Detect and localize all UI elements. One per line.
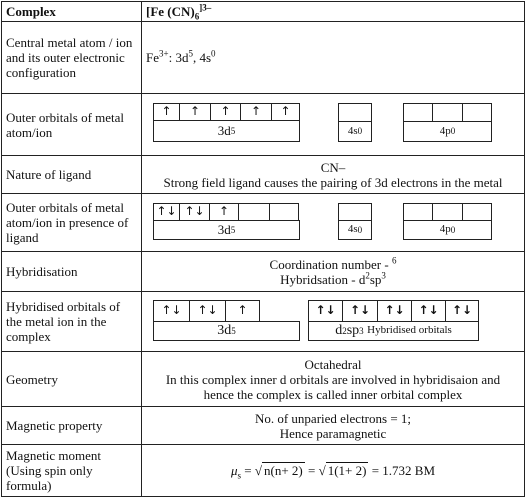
diagram-outer-orbitals — [142, 94, 525, 156]
label-hybridised: d 2 sp 3 Hybridised orbitals — [308, 321, 479, 341]
header-row — [2, 2, 525, 22]
orbital-box — [462, 103, 492, 122]
row-hybridised-orbitals — [2, 292, 525, 352]
label-outer-orbitals: Outer orbitals of metal atom/ion — [2, 94, 142, 156]
label-hybridisation: Hybridisation — [2, 252, 142, 292]
orbital-box: ↑ — [240, 103, 272, 121]
label-4p: 4p 0 — [403, 121, 492, 142]
label-hybridised-orbitals: Hybridised orbitals of the metal ion in the complex — [2, 292, 142, 352]
row-magnetic-moment — [2, 445, 525, 497]
value-geometry: Octahedral In this complex inner d orbitals are involved in hybridisaion and hence the complex is called inner orbital complex — [142, 352, 525, 407]
row-presence-ligand — [2, 194, 525, 252]
orbital-box: ↑↓ — [308, 300, 343, 322]
label-geometry: Geometry — [2, 352, 142, 407]
value-central-metal: $Fe^{3+}$: $3d^5$, $4s^0$ — [142, 22, 525, 94]
diagram-presence-ligand — [142, 194, 525, 252]
label-4s: 4s 0 — [338, 220, 372, 240]
label-central-metal: Central metal atom / ion and its outer electronic configuration — [2, 22, 142, 94]
orbital-box: ↑↓ — [153, 300, 190, 322]
orbital-box — [403, 103, 433, 122]
orbital-3d-boxes — [153, 300, 260, 322]
value-nature-ligand: CN– Strong field ligand causes the pairing of 3d electrons in the metal — [142, 156, 525, 194]
orbital-4p-boxes — [403, 103, 492, 122]
orbital-4p-boxes — [403, 203, 492, 221]
orbital-box — [238, 203, 270, 221]
label-3d: 3d 5 — [153, 120, 300, 142]
orbital-box — [269, 203, 299, 221]
orbital-box: ↑↓ — [411, 300, 446, 322]
label-3d: 3d 5 — [153, 321, 300, 341]
orbital-box: ↑ — [179, 103, 211, 121]
label-3d: 3d 5 — [153, 220, 300, 240]
orbital-box: ↑↓ — [189, 300, 226, 322]
orbital-box: ↑↓ — [342, 300, 378, 322]
hybrid-orbital-boxes — [308, 300, 479, 322]
orbital-box — [432, 103, 463, 122]
label-nature-ligand: Nature of ligand — [2, 156, 142, 194]
orbital-box: ↑↓ — [179, 203, 210, 221]
orbital-4s-box — [338, 103, 372, 122]
orbital-3d-boxes — [153, 203, 299, 221]
header-complex: Complex — [2, 2, 142, 22]
value-magnetic-property: No. of unparied electrons = 1; Hence paramagnetic — [142, 407, 525, 445]
row-magnetic-property — [2, 407, 525, 445]
orbital-box — [462, 203, 492, 221]
label-magnetic-moment: Magnetic moment (Using spin only formula) — [2, 445, 142, 497]
comparison-table — [1, 1, 525, 497]
orbital-box: ↑↓ — [445, 300, 479, 322]
diagram-hybridised-orbitals — [142, 292, 525, 352]
row-hybridisation — [2, 252, 525, 292]
header-formula: [Fe $(CN)_6^{]3-}$ — [142, 2, 525, 22]
row-nature-ligand — [2, 156, 525, 194]
label-presence-ligand: Outer orbitals of metal atom/ion in presence of ligand — [2, 194, 142, 252]
row-geometry — [2, 352, 525, 407]
orbital-box: ↑↓ — [153, 203, 180, 221]
label-4p: 4p 0 — [403, 220, 492, 240]
orbital-box: ↑↓ — [377, 300, 412, 322]
label-magnetic-property: Magnetic property — [2, 407, 142, 445]
orbital-box — [432, 203, 463, 221]
value-hybridisation: Coordination number - $^6$ Hybridsation - $d^2sp^3$ — [142, 252, 525, 292]
orbital-box: ↑ — [271, 103, 300, 121]
value-magnetic-moment: $\mu_s$ = √ n(n+ 2) = √ 1(1+ 2) = 1.732 BM — [142, 445, 525, 497]
row-central-metal — [2, 22, 525, 94]
orbital-box: ↑ — [225, 300, 260, 322]
orbital-4s-box — [338, 203, 372, 221]
orbital-box: ↑ — [153, 103, 180, 121]
orbital-3d-boxes — [153, 103, 300, 121]
row-outer-orbitals — [2, 94, 525, 156]
label-4s: 4s 0 — [338, 121, 372, 142]
orbital-box: ↑ — [209, 203, 239, 221]
orbital-box: ↑ — [210, 103, 241, 121]
orbital-box — [403, 203, 433, 221]
